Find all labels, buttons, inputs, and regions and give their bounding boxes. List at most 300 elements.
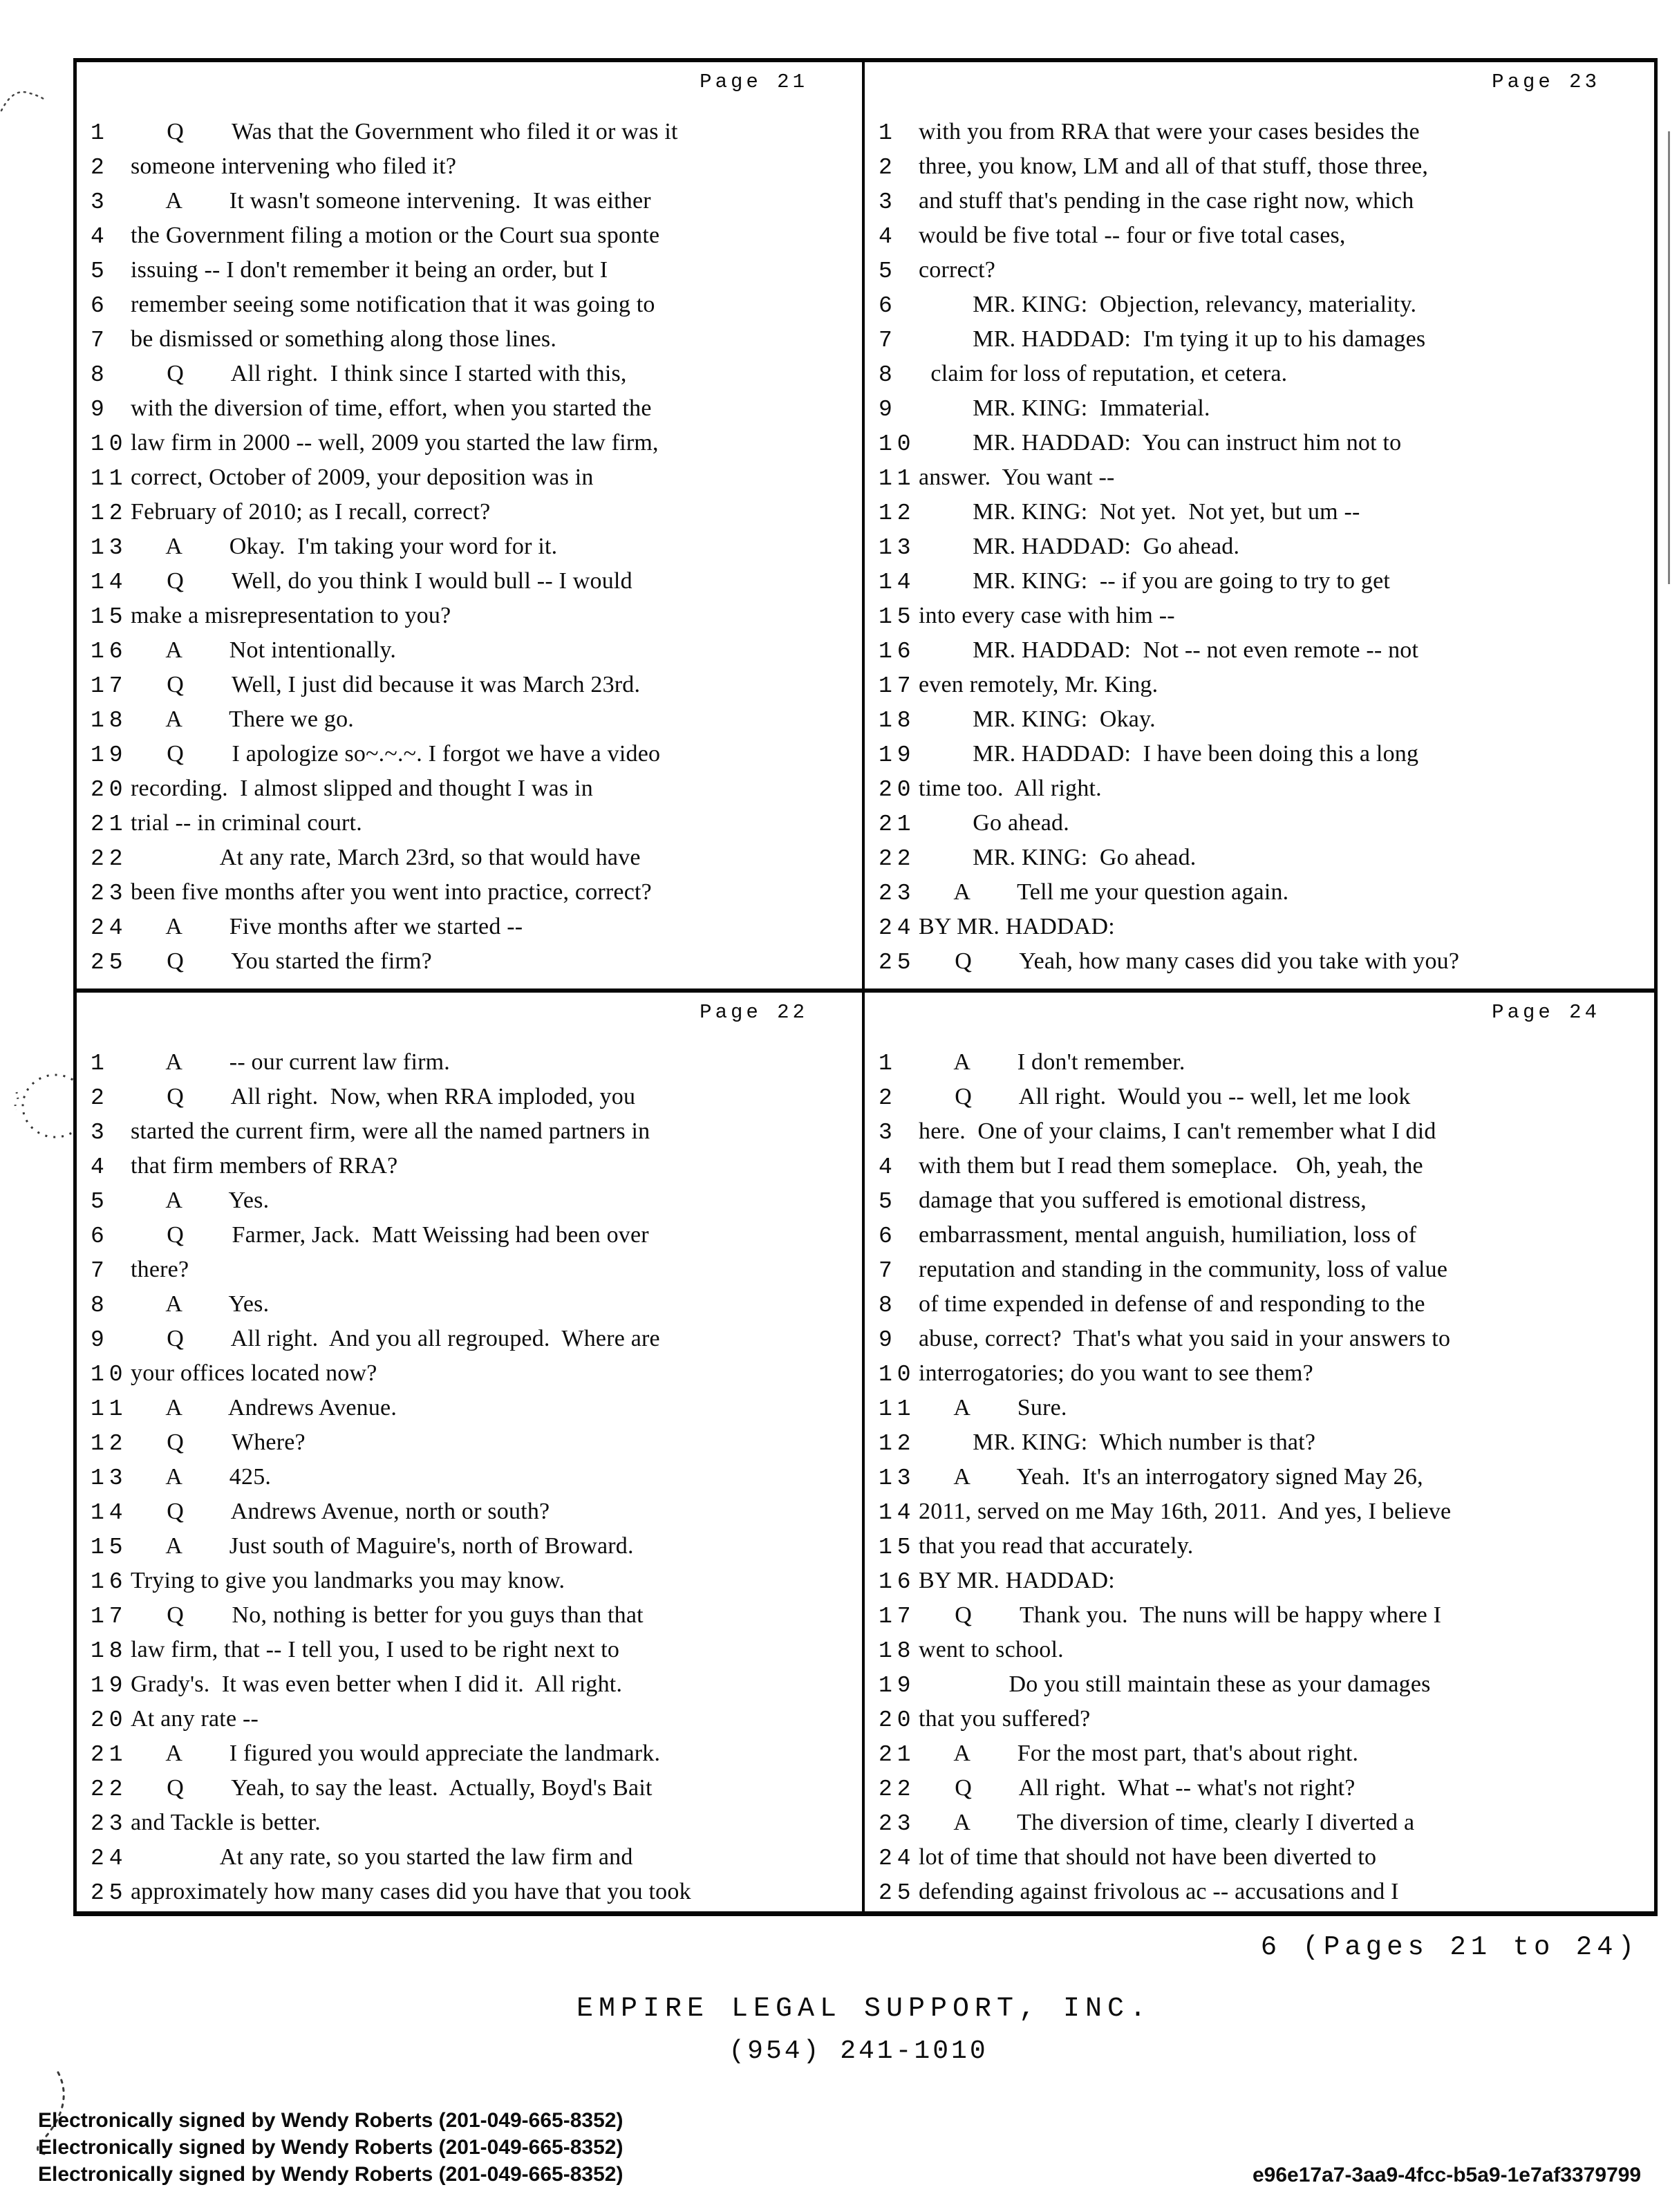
- line-number: 10: [91, 431, 128, 457]
- line-text: MR. KING: Which number is that?: [919, 1430, 1316, 1455]
- transcript-line: [85, 668, 858, 702]
- line-text: defending against frivolous ac -- accusations and I: [919, 1879, 1399, 1904]
- line-text: Q Well, do you think I would bull -- I would: [131, 568, 632, 594]
- transcript-line: [85, 253, 858, 288]
- line-number: 21: [879, 1742, 916, 1768]
- line-text: A 425.: [131, 1464, 272, 1490]
- line-number: 18: [879, 1638, 916, 1664]
- line-text: A Just south of Maguire's, north of Broward.: [131, 1533, 634, 1559]
- line-number: 17: [91, 673, 128, 699]
- line-text: remember seeing some notification that it was going to: [131, 292, 655, 317]
- line-text: Q Well, I just did because it was March 23rd.: [131, 672, 641, 697]
- line-text: claim for loss of reputation, et cetera.: [919, 361, 1288, 386]
- line-text: issuing -- I don't remember it being an order, but I: [131, 257, 608, 283]
- line-number: 22: [879, 846, 916, 872]
- line-number: 16: [879, 639, 916, 664]
- line-number: 18: [91, 1638, 128, 1664]
- line-number: 10: [91, 1362, 128, 1387]
- transcript-line: [873, 1667, 1650, 1702]
- line-number: 12: [879, 1431, 916, 1456]
- transcript-line: [873, 1183, 1650, 1218]
- transcript-line: [85, 357, 858, 391]
- line-text: interrogatories; do you want to see them?: [919, 1360, 1313, 1386]
- document-id: e96e17a7-3aa9-4fcc-b5a9-1e7af3379799: [1253, 2164, 1642, 2186]
- transcript-line: [85, 322, 858, 357]
- court-reporting-company: EMPIRE LEGAL SUPPORT, INC.: [576, 1994, 1152, 2025]
- transcript-lines: [873, 115, 1650, 979]
- transcript-line: [85, 184, 858, 218]
- transcript-line: [85, 460, 858, 495]
- line-number: 10: [879, 1362, 916, 1387]
- line-number: 20: [91, 1707, 128, 1733]
- transcript-line: [85, 702, 858, 737]
- line-text: MR. KING: Immaterial.: [919, 395, 1210, 421]
- line-text: A I figured you would appreciate the landmark.: [131, 1741, 661, 1766]
- line-number: 14: [879, 570, 916, 595]
- line-number: 5: [879, 259, 897, 284]
- line-number: 25: [879, 1880, 916, 1906]
- line-text: that firm members of RRA?: [131, 1153, 398, 1179]
- line-number: 18: [879, 708, 916, 733]
- line-text: Q I apologize so~.~.~. I forgot we have a video: [131, 741, 661, 767]
- line-number: 21: [91, 1742, 128, 1768]
- transcript-line: [873, 1529, 1650, 1564]
- transcript-line: [85, 391, 858, 426]
- line-number: 5: [91, 1189, 109, 1215]
- transcript-line: [873, 1045, 1650, 1080]
- page-label: Page 24: [1492, 1001, 1600, 1024]
- line-number: 20: [879, 1707, 916, 1733]
- transcript-line: [873, 1114, 1650, 1149]
- line-text: MR. KING: Objection, relevancy, materiality.: [919, 292, 1417, 317]
- line-number: 14: [91, 570, 128, 595]
- line-text: Q Farmer, Jack. Matt Weissing had been over: [131, 1222, 649, 1248]
- line-text: A Tell me your question again.: [919, 879, 1289, 905]
- line-number: 3: [91, 189, 109, 215]
- line-number: 25: [91, 950, 128, 975]
- transcript-line: [873, 1702, 1650, 1736]
- transcript-line: [873, 495, 1650, 529]
- line-number: 10: [879, 431, 916, 457]
- line-text: MR. HADDAD: Go ahead.: [919, 534, 1240, 559]
- transcript-line: [873, 668, 1650, 702]
- line-number: 2: [91, 155, 109, 180]
- transcript-line: [85, 1667, 858, 1702]
- transcript-page-21: [77, 62, 865, 993]
- transcript-line: [873, 599, 1650, 633]
- line-number: 1: [91, 1051, 109, 1076]
- line-text: answer. You want --: [919, 465, 1115, 490]
- line-text: of time expended in defense of and responding to the: [919, 1291, 1425, 1317]
- line-text: make a misrepresentation to you?: [131, 603, 451, 628]
- line-number: 2: [879, 155, 897, 180]
- line-number: 19: [91, 742, 128, 768]
- transcript-line: [873, 910, 1650, 944]
- transcript-line: [873, 253, 1650, 288]
- line-text: embarrassment, mental anguish, humiliation, loss of: [919, 1222, 1417, 1248]
- transcript-line: [873, 737, 1650, 771]
- transcript-line: [873, 1425, 1650, 1460]
- line-text: MR. KING: Okay.: [919, 706, 1156, 732]
- line-text: there?: [131, 1257, 189, 1282]
- line-text: At any rate --: [131, 1706, 259, 1732]
- line-number: 1: [879, 120, 897, 146]
- line-text: correct?: [919, 257, 996, 283]
- line-number: 24: [879, 915, 916, 941]
- line-text: Q Andrews Avenue, north or south?: [131, 1499, 550, 1524]
- line-number: 17: [879, 1604, 916, 1629]
- line-text: BY MR. HADDAD:: [919, 1568, 1115, 1593]
- line-text: A Andrews Avenue.: [131, 1395, 397, 1421]
- line-number: 6: [91, 1224, 109, 1249]
- line-number: 9: [879, 397, 897, 422]
- line-text: Q Thank you. The nuns will be happy where I: [919, 1602, 1442, 1628]
- line-text: MR. KING: Not yet. Not yet, but um --: [919, 499, 1360, 525]
- signature-line: Electronically signed by Wendy Roberts (201-049-665-8352): [38, 2163, 623, 2186]
- line-number: 7: [91, 1258, 109, 1284]
- line-number: 8: [879, 1293, 897, 1318]
- line-number: 17: [879, 673, 916, 699]
- line-text: law firm in 2000 -- well, 2009 you started the law firm,: [131, 430, 659, 456]
- transcript-line: [85, 1356, 858, 1391]
- transcript-line: [873, 218, 1650, 253]
- line-text: approximately how many cases did you have that you took: [131, 1879, 691, 1904]
- line-text: started the current firm, were all the named partners in: [131, 1118, 650, 1144]
- line-number: 13: [91, 535, 128, 561]
- line-number: 6: [91, 293, 109, 319]
- transcript-line: [873, 1287, 1650, 1322]
- line-text: lot of time that should not have been diverted to: [919, 1844, 1377, 1870]
- transcript-line: [85, 1460, 858, 1494]
- transcript-line: [85, 115, 858, 149]
- line-number: 14: [91, 1500, 128, 1526]
- line-text: Q All right. Would you -- well, let me look: [919, 1084, 1411, 1109]
- line-text: A Yes.: [131, 1291, 270, 1317]
- line-number: 7: [91, 328, 109, 353]
- line-number: 3: [879, 189, 897, 215]
- line-text: Q All right. Now, when RRA imploded, you: [131, 1084, 636, 1109]
- transcript-line: [873, 806, 1650, 841]
- line-number: 21: [91, 812, 128, 837]
- transcript-line: [85, 1736, 858, 1771]
- line-number: 12: [91, 1431, 128, 1456]
- line-text: went to school.: [919, 1637, 1064, 1662]
- transcript-line: [873, 1771, 1650, 1806]
- line-number: 16: [91, 1569, 128, 1595]
- line-number: 8: [879, 362, 897, 388]
- line-text: been five months after you went into practice, correct?: [131, 879, 652, 905]
- transcript-line: [873, 322, 1650, 357]
- line-text: that you suffered?: [919, 1706, 1091, 1732]
- transcript-line: [873, 1391, 1650, 1425]
- transcript-pages-grid: [73, 58, 1658, 1916]
- line-number: 9: [879, 1327, 897, 1353]
- line-text: Do you still maintain these as your damages: [919, 1671, 1431, 1697]
- transcript-line: [85, 218, 858, 253]
- transcript-line: [85, 495, 858, 529]
- transcript-line: [873, 841, 1650, 875]
- transcript-line: [85, 771, 858, 806]
- line-text: here. One of your claims, I can't remember what I did: [919, 1118, 1436, 1144]
- page-label: Page 21: [700, 71, 808, 93]
- line-text: 2011, served on me May 16th, 2011. And yes, I believe: [919, 1499, 1452, 1524]
- line-number: 15: [91, 604, 128, 630]
- line-number: 19: [879, 742, 916, 768]
- transcript-line: [85, 1529, 858, 1564]
- transcript-line: [85, 910, 858, 944]
- transcript-line: [873, 529, 1650, 564]
- line-text: abuse, correct? That's what you said in your answers to: [919, 1326, 1451, 1351]
- line-text: A Five months after we started --: [131, 914, 523, 939]
- transcript-line: [873, 391, 1650, 426]
- page-label: Page 23: [1492, 71, 1600, 93]
- line-number: 4: [879, 1154, 897, 1180]
- transcript-line: [873, 1598, 1650, 1633]
- transcript-line: [873, 1460, 1650, 1494]
- line-number: 24: [91, 915, 128, 941]
- line-text: MR. KING: -- if you are going to try to get: [919, 568, 1391, 594]
- line-number: 11: [91, 1396, 128, 1422]
- line-number: 4: [879, 224, 897, 250]
- line-text: A Yeah. It's an interrogatory signed May 26,: [919, 1464, 1423, 1490]
- line-text: Q Was that the Government who filed it or was it: [131, 119, 678, 144]
- transcript-line: [85, 1494, 858, 1529]
- transcript-line: [85, 599, 858, 633]
- line-number: 24: [879, 1846, 916, 1871]
- transcript-line: [85, 806, 858, 841]
- line-text: At any rate, so you started the law firm and: [131, 1844, 633, 1870]
- transcript-lines: [873, 1045, 1650, 1909]
- line-text: MR. HADDAD: I have been doing this a long: [919, 741, 1419, 767]
- sheet-page-summary: 6 (Pages 21 to 24): [1260, 1932, 1639, 1962]
- transcript-line: [873, 1253, 1650, 1287]
- transcript-line: [873, 1736, 1650, 1771]
- line-number: 9: [91, 1327, 109, 1353]
- line-text: recording. I almost slipped and thought I was in: [131, 776, 593, 801]
- transcript-line: [85, 426, 858, 460]
- transcript-line: [873, 460, 1650, 495]
- line-text: your offices located now?: [131, 1360, 377, 1386]
- line-text: be dismissed or something along those lines.: [131, 326, 557, 352]
- line-text: that you read that accurately.: [919, 1533, 1194, 1559]
- line-number: 24: [91, 1846, 128, 1871]
- line-number: 15: [879, 604, 916, 630]
- transcript-line: [873, 184, 1650, 218]
- line-number: 4: [91, 224, 109, 250]
- line-text: MR. HADDAD: Not -- not even remote -- not: [919, 637, 1419, 663]
- line-number: 21: [879, 812, 916, 837]
- line-number: 2: [91, 1085, 109, 1111]
- line-text: trial -- in criminal court.: [131, 810, 362, 836]
- line-number: 8: [91, 362, 109, 388]
- line-number: 17: [91, 1604, 128, 1629]
- line-number: 6: [879, 1224, 897, 1249]
- line-number: 12: [879, 500, 916, 526]
- line-text: into every case with him --: [919, 603, 1175, 628]
- line-text: Q No, nothing is better for you guys than that: [131, 1602, 644, 1628]
- line-text: with them but I read them someplace. Oh, yeah, the: [919, 1153, 1423, 1179]
- transcript-line: [873, 564, 1650, 599]
- line-text: A Not intentionally.: [131, 637, 397, 663]
- line-number: 2: [879, 1085, 897, 1111]
- line-text: MR. HADDAD: You can instruct him not to: [919, 430, 1402, 456]
- transcript-line: [85, 1218, 858, 1253]
- line-number: 22: [91, 1777, 128, 1802]
- transcript-page-22: [77, 993, 865, 1911]
- line-number: 12: [91, 500, 128, 526]
- transcript-line: [85, 288, 858, 322]
- transcript-line: [85, 1702, 858, 1736]
- transcript-line: [873, 1149, 1650, 1183]
- transcript-line: [873, 771, 1650, 806]
- line-number: 3: [879, 1120, 897, 1145]
- transcript-line: [873, 115, 1650, 149]
- line-text: the Government filing a motion or the Court sua sponte: [131, 223, 660, 248]
- line-text: Q Yeah, to say the least. Actually, Boyd's Bait: [131, 1775, 653, 1801]
- line-number: 6: [879, 293, 897, 319]
- transcript-line: [85, 1633, 858, 1667]
- transcript-line: [873, 357, 1650, 391]
- transcript-line: [85, 1771, 858, 1806]
- transcript-line: [85, 1287, 858, 1322]
- line-number: 16: [879, 1569, 916, 1595]
- line-text: February of 2010; as I recall, correct?: [131, 499, 491, 525]
- line-number: 1: [879, 1051, 897, 1076]
- transcript-line: [85, 564, 858, 599]
- line-number: 5: [91, 259, 109, 284]
- transcript-line: [85, 1875, 858, 1909]
- line-text: reputation and standing in the community, loss of value: [919, 1257, 1448, 1282]
- transcript-line: [873, 1356, 1650, 1391]
- line-number: 25: [879, 950, 916, 975]
- transcript-line: [85, 633, 858, 668]
- line-text: with the diversion of time, effort, when you started the: [131, 395, 652, 421]
- line-number: 1: [91, 120, 109, 146]
- line-text: Q You started the firm?: [131, 948, 432, 974]
- transcript-line: [873, 702, 1650, 737]
- transcript-line: [873, 426, 1650, 460]
- line-text: correct, October of 2009, your deposition was in: [131, 465, 594, 490]
- transcript-line: [85, 1183, 858, 1218]
- line-text: Trying to give you landmarks you may know.: [131, 1568, 565, 1593]
- line-text: A -- our current law firm.: [131, 1049, 450, 1075]
- transcript-line: [873, 149, 1650, 184]
- signature-line: Electronically signed by Wendy Roberts (201-049-665-8352): [38, 2109, 623, 2132]
- transcript-line: [873, 1080, 1650, 1114]
- signature-block: [38, 2107, 623, 2188]
- line-text: even remotely, Mr. King.: [919, 672, 1159, 697]
- line-number: 5: [879, 1189, 897, 1215]
- transcript-line: [873, 288, 1650, 322]
- line-number: 23: [879, 1811, 916, 1837]
- line-text: Q Where?: [131, 1430, 306, 1455]
- line-text: Q All right. I think since I started with this,: [131, 361, 627, 386]
- line-text: damage that you suffered is emotional distress,: [919, 1188, 1367, 1213]
- transcript-line: [85, 149, 858, 184]
- transcript-line: [873, 633, 1650, 668]
- transcript-line: [85, 1564, 858, 1598]
- line-number: 19: [879, 1673, 916, 1698]
- line-text: with you from RRA that were your cases besides the: [919, 119, 1420, 144]
- line-number: 25: [91, 1880, 128, 1906]
- line-text: A I don't remember.: [919, 1049, 1185, 1075]
- line-text: Q All right. What -- what's not right?: [919, 1775, 1356, 1801]
- line-text: BY MR. HADDAD:: [919, 914, 1115, 939]
- transcript-line: [85, 1391, 858, 1425]
- line-text: MR. KING: Go ahead.: [919, 845, 1197, 870]
- line-number: 23: [91, 1811, 128, 1837]
- line-text: MR. HADDAD: I'm tying it up to his damages: [919, 326, 1426, 352]
- line-number: 13: [91, 1465, 128, 1491]
- transcript-line: [85, 1322, 858, 1356]
- line-number: 13: [879, 535, 916, 561]
- transcript-line: [85, 841, 858, 875]
- signature-line: Electronically signed by Wendy Roberts (201-049-665-8352): [38, 2136, 623, 2159]
- line-number: 7: [879, 1258, 897, 1284]
- line-text: and Tackle is better.: [131, 1810, 321, 1835]
- line-text: A For the most part, that's about right.: [919, 1741, 1359, 1766]
- line-text: would be five total -- four or five total cases,: [919, 223, 1346, 248]
- company-phone: (954) 241-1010: [729, 2036, 988, 2066]
- line-number: 20: [91, 777, 128, 803]
- line-text: Q All right. And you all regrouped. Where are: [131, 1326, 660, 1351]
- line-number: 20: [879, 777, 916, 803]
- line-number: 16: [91, 639, 128, 664]
- line-text: A The diversion of time, clearly I diverted a: [919, 1810, 1415, 1835]
- line-text: someone intervening who filed it?: [131, 153, 457, 179]
- line-text: three, you know, LM and all of that stuff, those three,: [919, 153, 1429, 179]
- transcript-line: [85, 1045, 858, 1080]
- transcript-line: [873, 944, 1650, 979]
- transcript-line: [85, 944, 858, 979]
- transcript-lines: [85, 1045, 858, 1909]
- line-text: A There we go.: [131, 706, 355, 732]
- scan-artifact-right-edge-line: [1668, 131, 1670, 584]
- line-text: Go ahead.: [919, 810, 1069, 836]
- line-number: 9: [91, 397, 109, 422]
- line-text: A Sure.: [919, 1395, 1067, 1421]
- transcript-line: [873, 1806, 1650, 1840]
- transcript-line: [873, 1494, 1650, 1529]
- line-text: At any rate, March 23rd, so that would have: [131, 845, 641, 870]
- line-text: time too. All right.: [919, 776, 1102, 801]
- scan-artifact-top-left-squiggle: [0, 77, 48, 126]
- line-number: 15: [91, 1535, 128, 1560]
- line-text: law firm, that -- I tell you, I used to be right next to: [131, 1637, 620, 1662]
- transcript-line: [85, 1253, 858, 1287]
- transcript-line: [85, 1598, 858, 1633]
- line-number: 22: [91, 846, 128, 872]
- transcript-line: [85, 1080, 858, 1114]
- transcript-line: [873, 875, 1650, 910]
- line-number: 18: [91, 708, 128, 733]
- transcript-line: [873, 1218, 1650, 1253]
- transcript-line: [85, 1149, 858, 1183]
- transcript-line: [873, 1322, 1650, 1356]
- line-number: 7: [879, 328, 897, 353]
- line-number: 15: [879, 1535, 916, 1560]
- line-number: 8: [91, 1293, 109, 1318]
- line-text: Grady's. It was even better when I did it. All right.: [131, 1671, 623, 1697]
- transcript-line: [873, 1564, 1650, 1598]
- transcript-line: [85, 875, 858, 910]
- transcript-line: [85, 737, 858, 771]
- line-text: and stuff that's pending in the case right now, which: [919, 188, 1414, 214]
- transcript-page-24: [865, 993, 1654, 1911]
- transcript-line: [85, 1425, 858, 1460]
- transcript-line: [873, 1875, 1650, 1909]
- line-number: 13: [879, 1465, 916, 1491]
